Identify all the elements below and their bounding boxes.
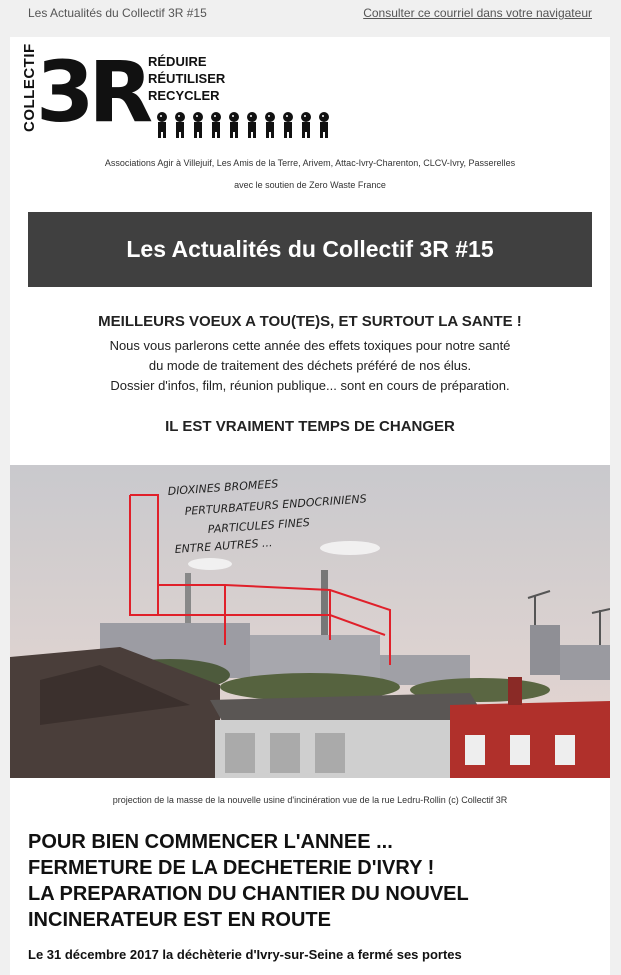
photo-caption: projection de la masse de la nouvelle usine d'incinération vue de la rue Ledru-Rollin (c) Collectif 3R (112, 795, 508, 805)
logo-word-reduire: RÉDUIRE (148, 54, 207, 69)
intro-line-3: Dossier d'infos, film, réunion publique... sont en cours de préparation. (110, 378, 510, 393)
annotation-perturbateurs: PERTURBATEURS ENDOCRINIENS (184, 492, 368, 518)
headline-line-2: FERMETURE DE LA DECHETERIE D'IVRY ! (28, 857, 435, 879)
greeting-heading: MEILLEURS VOEUX A TOU(TE)S, ET SURTOUT LA SANTE ! (98, 313, 522, 330)
headline-line-3: LA PREPARATION DU CHANTIER DU NOUVEL (28, 883, 469, 905)
preheader (0, 0, 621, 28)
change-heading: IL EST VRAIMENT TEMPS DE CHANGER (165, 418, 455, 435)
annotation-entre-autres: ENTRE AUTRES ... (174, 536, 273, 556)
headline-line-1: POUR BIEN COMMENCER L'ANNEE ... (28, 831, 393, 853)
preheader-title: Les Actualités du Collectif 3R #15 (28, 6, 207, 20)
logo-word-reutiliser: RÉUTILISER (148, 71, 226, 86)
logo-figures-icon (154, 111, 334, 139)
headline-line-4: INCINERATEUR EST EN ROUTE (28, 909, 331, 931)
support-line: avec le soutien de Zero Waste France (234, 180, 386, 190)
logo-words (148, 53, 225, 104)
logo-word-recycler: RECYCLER (148, 88, 220, 103)
logo-collectif-text: COLLECTIF (21, 43, 38, 132)
collectif-3r-logo (14, 43, 334, 141)
intro-line-1: Nous vous parlerons cette année des effets toxiques pour notre santé (109, 338, 511, 353)
incinerator-projection-photo (10, 465, 610, 778)
article-lede: Le 31 décembre 2017 la déchèterie d'Ivry-sur-Seine a fermé ses portes (28, 947, 462, 962)
intro-line-2: du mode de traitement des déchets préféré de nos élus. (148, 358, 472, 373)
annotation-dioxines: DIOXINES BROMEES (167, 477, 279, 498)
logo-3r-text: 3R (36, 43, 148, 141)
newsletter-title-banner: Les Actualités du Collectif 3R #15 (28, 212, 592, 287)
newsletter-card (10, 37, 610, 975)
view-in-browser-link[interactable]: Consulter ce courriel dans votre navigateur (363, 6, 592, 20)
associations-line: Associations Agir à Villejuif, Les Amis de la Terre, Arivem, Attac-Ivry-Charenton, CLCV-Ivry, Passerelles (104, 158, 516, 168)
annotation-particules: PARTICULES FINES (207, 515, 311, 536)
article-headline (28, 829, 598, 933)
